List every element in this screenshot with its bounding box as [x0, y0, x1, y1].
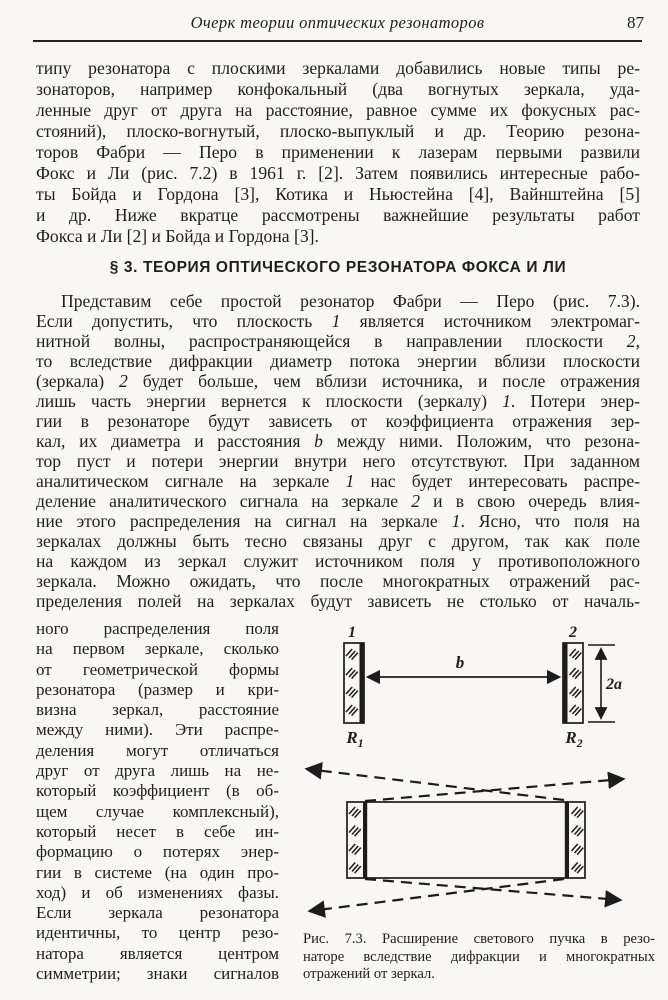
text-line: Если зеркала резонатора: [36, 903, 279, 923]
text-line: от геометрической формы: [36, 659, 279, 679]
mirror-1-number-label: 1: [348, 624, 356, 641]
left-column-text: [36, 619, 279, 984]
text-line: Рис. 7.3. Расширение светового пучка в резо-: [303, 931, 655, 947]
text-line: ние этого распределения на сигнал на зеркале 1. Ясно, что поля на: [36, 511, 640, 531]
text-line: Фокса и Ли [2] и Бойда и Гордона [3].: [36, 226, 319, 246]
text-line: наторе вследствие дифракции и многократных: [303, 948, 655, 965]
figure-7-3: [300, 615, 668, 930]
text-line: то вследствие дифракции диаметр потока энергии вблизи плоскости: [36, 351, 640, 371]
text-line: и др. Ниже вкратце рассмотрены важнейшие результаты работ: [36, 205, 640, 225]
text-line: типу резонатора с плоскими зеркалами добавились новые типы ре-: [36, 58, 640, 78]
text-line: лишь часть энергии вернется к плоскости (зеркалу) 1. Потери энер-: [36, 391, 640, 411]
running-head-title: Очерк теории оптических резонаторов: [190, 13, 485, 32]
text-line: формацию о потерях энер-: [36, 842, 279, 862]
aperture-label: 2a: [606, 676, 622, 693]
text-line: который коэффициент (в об-: [36, 781, 279, 801]
text-line: ного распределения поля: [36, 619, 279, 638]
text-line: на первом зеркале, сколько: [36, 639, 279, 659]
distance-label: b: [455, 653, 465, 672]
text-line: Представим себе простой резонатор Фабри — Перо (рис. 7.3).: [61, 291, 640, 311]
mirror-1: [344, 643, 364, 723]
beam-dashed-upper-right: [365, 779, 623, 801]
mirror-2: [563, 643, 583, 723]
figure-caption: [303, 931, 655, 984]
text-line: стояний), плоско-вогнутый, плоско-выпуклый и др. Теорию резона-: [36, 121, 640, 141]
text-line: на каждом из зеркал служит источником поля у противоположного: [36, 551, 640, 571]
text-line: гии в системе (на один про-: [36, 862, 279, 882]
text-line: Если допустить, что плоскость 1 является источником электромаг-: [36, 311, 640, 331]
text-line: аналитическом сигнале на зеркале 1 нас будет интересовать распре-: [36, 471, 640, 491]
text-line: Фокс и Ли (рис. 7.2) в 1961 г. [2]. Затем появились интересные рабо-: [36, 163, 640, 183]
paragraph-resonator-types: [36, 58, 640, 247]
text-line: натора является центром: [36, 943, 279, 963]
page-number: 87: [627, 13, 644, 32]
text-line: резонатора (размер и кри-: [36, 679, 279, 699]
text-line: между ними). Эти распре-: [36, 720, 279, 740]
text-line: друг от друга лишь на не-: [36, 761, 279, 781]
paragraph-fox-li-theory: [36, 291, 640, 611]
beam-dashed-lower-left: [310, 879, 564, 911]
text-line: пределения полей на зеркалах будут зависеть не столько от началь-: [36, 591, 640, 611]
text-line: зеркалах должны быть тесно связаны друг с другом, так как поле: [36, 531, 640, 551]
text-line: ленные друг от друга на расстояние, равное сумме их фокусных рас-: [36, 100, 640, 120]
text-line: щем случае комплексный),: [36, 801, 279, 821]
running-head: [33, 13, 642, 35]
text-line: гии в резонаторе будут зависеть от коэффициента отражения зер-: [36, 411, 640, 431]
section-heading: § 3. ТЕОРИЯ ОПТИЧЕСКОГО РЕЗОНАТОРА ФОКСА И ЛИ: [109, 259, 567, 276]
text-line: кал, их диаметра и расстояния b между ними. Положим, что резона-: [36, 431, 640, 451]
text-line: ход) и об изменениях фазы.: [36, 882, 279, 902]
text-line: деление аналитического сигнала на зеркале 2 и в свою очередь влия-: [36, 491, 640, 511]
header-rule: [33, 40, 642, 42]
text-line: зонаторов, например конфокальный (два вогнутых зеркала, уда-: [36, 79, 640, 99]
text-line: отражений от зеркал.: [303, 966, 435, 983]
text-line: нитной волны, распространяющейся в направлении плоскости 2,: [36, 331, 640, 351]
text-line: (зеркала) 2 будет больше, чем вблизи источника, и после отражения: [36, 371, 640, 391]
text-line: ты Бойда и Гордона [3], Котика и Ньюстейна [4], Вайнштейна [5]: [36, 184, 640, 204]
resonator-body: [347, 802, 585, 878]
mirror-2-reflectivity-label: $R_2$: [565, 728, 583, 750]
mirror-2-number-label: 2: [569, 624, 577, 641]
text-line: идентичны, то центр резо-: [36, 923, 279, 943]
beam-dashed-lower-right: [365, 879, 620, 900]
text-line: который несет в себе ин-: [36, 821, 279, 841]
text-line: тор пуст и потери энергии внутри него отсутствуют. При заданном: [36, 451, 640, 471]
text-line: симметрии; знаки сигналов: [36, 964, 279, 984]
text-line: зеркала. Можно ожидать, что после многократных отражений рас-: [36, 571, 640, 591]
text-line: торов Фабри — Перо в применении к лазерам первыми развили: [36, 142, 640, 162]
beam-dashed-upper-left: [307, 769, 564, 800]
mirror-1-reflectivity-label: $R_1$: [346, 728, 364, 750]
resonator-diagram: [300, 615, 668, 930]
text-line: визна зеркал, расстояние: [36, 700, 279, 720]
text-line: деления могут отличаться: [36, 740, 279, 760]
